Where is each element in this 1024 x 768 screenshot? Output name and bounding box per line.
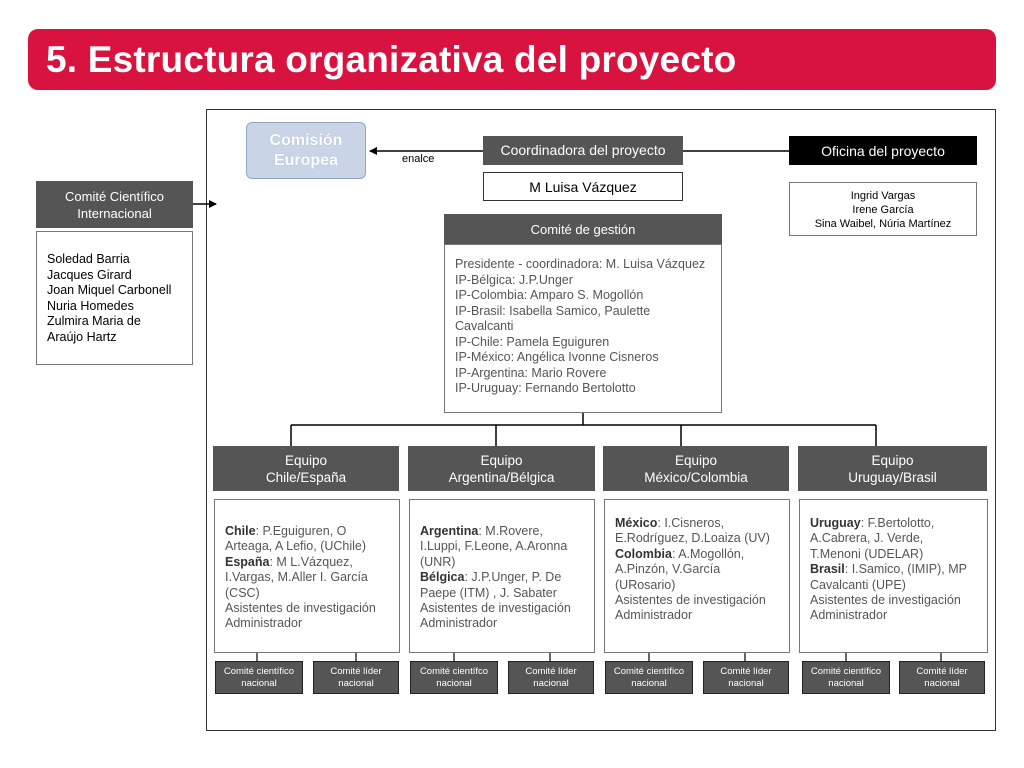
oficina-member: Irene García xyxy=(852,204,914,216)
team-members-chile-espana xyxy=(214,499,400,653)
team-header-uruguay-brasil xyxy=(798,446,987,491)
team-members-uruguay-brasil xyxy=(799,499,988,653)
member-name: Nuria Homedes xyxy=(47,298,134,313)
team-line: Administrador xyxy=(615,608,693,623)
member-name: Zulmira Maria de xyxy=(47,314,141,328)
comite-lider-nacional: Comité líder nacional xyxy=(899,661,985,694)
team-header-line: Argentina/Bélgica xyxy=(448,469,555,485)
member-name: Soledad Barria xyxy=(47,252,130,266)
member-name: Araújo Hartz xyxy=(47,329,117,344)
team-line: Colombia: A.Mogollón, xyxy=(615,546,745,561)
coordinadora-name: M Luisa Vázquez xyxy=(483,172,683,201)
comite-cientifico-line-1: Comité Científico xyxy=(65,188,164,204)
team-line: Cavalcanti (UPE) xyxy=(810,577,906,592)
team-line: Chile: P.Eguiguren, O xyxy=(225,524,347,538)
comite-gestion-members xyxy=(444,244,722,413)
enlace-label: enalce xyxy=(402,153,435,165)
comite-cientifico-header xyxy=(36,181,193,228)
team-members-mexico-colombia xyxy=(604,499,790,653)
team-line: Administrador xyxy=(420,616,498,631)
gestion-line: IP-México: Angélica Ivonne Cisneros xyxy=(455,350,659,364)
oficina-member: Ingrid Vargas xyxy=(850,190,916,202)
gestion-line: Presidente - coordinadora: M. Luisa Vázquez xyxy=(455,257,706,271)
team-line: México: I.Cisneros, xyxy=(615,516,725,530)
team-line: Argentina: M.Rovere, xyxy=(420,524,543,538)
team-header-argentina-belgica xyxy=(408,446,595,491)
team-line: Administrador xyxy=(810,608,888,623)
team-members-argentina-belgica xyxy=(409,499,595,653)
team-header-line: Equipo xyxy=(284,452,328,468)
member-name: Joan Miquel Carbonell xyxy=(47,283,172,297)
comite-cientifico-nacional: Comité científico nacional xyxy=(215,661,303,694)
oficina-member: Sina Waibel, Núria Martínez xyxy=(814,218,952,230)
team-line: I.Vargas, M.Aller I. García xyxy=(225,570,368,585)
team-header-line: México/Colombia xyxy=(644,469,748,485)
team-line: Paepe (ITM) , J. Sabater xyxy=(420,585,557,600)
oficina-header: Oficina del proyecto xyxy=(789,136,977,165)
comision-line-2: Europea xyxy=(273,151,338,169)
team-line: Arteaga, A Lefio, (UChile) xyxy=(225,539,367,554)
team-line: Asistentes de investigación xyxy=(420,601,571,616)
gestion-line: IP-Chile: Pamela Eguiguren xyxy=(455,334,610,349)
team-line: (UNR) xyxy=(420,554,456,569)
team-line: Bélgica: J.P.Unger, P. De xyxy=(420,570,562,585)
comite-cientifico-nacional: Comité científico nacional xyxy=(605,661,693,694)
team-line: Uruguay: F.Bertolotto, xyxy=(810,516,935,530)
team-line: Asistentes de investigación xyxy=(225,601,376,616)
comite-cientifico-nacional: Comité científco nacional xyxy=(410,661,498,694)
team-header-line: Equipo xyxy=(480,452,523,468)
team-line: España: M L.Vázquez, xyxy=(225,554,353,569)
gestion-line: IP-Bélgica: J.P.Unger xyxy=(455,272,573,287)
coordinadora-header: Coordinadora del proyecto xyxy=(483,136,683,165)
team-header-chile-espana xyxy=(213,446,399,491)
comite-lider-nacional: Comité líder nacional xyxy=(313,661,399,694)
team-line: A.Pinzón, V.García xyxy=(615,562,721,577)
team-header-mexico-colombia xyxy=(603,446,789,491)
member-name: Jacques Girard xyxy=(47,267,132,282)
gestion-line: IP-Uruguay: Fernando Bertolotto xyxy=(455,381,636,395)
team-header-line: Equipo xyxy=(871,452,914,468)
team-line: T.Menoni (UDELAR) xyxy=(810,546,924,561)
page-title: 5. Estructura organizativa del proyecto xyxy=(46,38,737,80)
team-line: I.Luppi, F.Leone, A.Aronna xyxy=(420,539,568,554)
comite-cientifico-line-2: Internacional xyxy=(77,205,152,221)
team-header-line: Chile/España xyxy=(265,469,347,485)
gestion-line: Cavalcanti xyxy=(455,319,514,333)
comite-cientifico-members xyxy=(36,231,193,365)
team-line: A.Cabrera, J. Verde, xyxy=(810,531,924,546)
team-line: Brasil: I.Samico, (IMIP), MP xyxy=(810,562,967,577)
gestion-line: IP-Argentina: Mario Rovere xyxy=(455,365,607,380)
team-line: Asistentes de investigación xyxy=(810,593,961,608)
team-line: E.Rodríguez, D.Loaiza (UV) xyxy=(615,531,770,546)
oficina-members xyxy=(789,182,977,236)
comision-line-1: Comisión xyxy=(269,131,343,149)
gestion-line: IP-Colombia: Amparo S. Mogollón xyxy=(455,288,644,302)
team-line: Administrador xyxy=(225,616,303,631)
team-header-line: Equipo xyxy=(674,452,718,468)
team-line: (URosario) xyxy=(615,577,676,592)
comite-lider-nacional: Comité líder nacional xyxy=(508,661,594,694)
team-header-line: Uruguay/Brasil xyxy=(848,469,937,485)
comision-europea-node xyxy=(246,122,366,179)
team-line: Asistentes de investigación xyxy=(615,593,766,608)
comite-gestion-header: Comité de gestión xyxy=(444,214,722,244)
gestion-line: IP-Brasil: Isabella Samico, Paulette xyxy=(455,303,651,318)
team-line: (CSC) xyxy=(225,585,260,600)
comite-lider-nacional: Comité líder nacional xyxy=(703,661,789,694)
comite-cientifico-nacional: Comité científico nacional xyxy=(802,661,890,694)
